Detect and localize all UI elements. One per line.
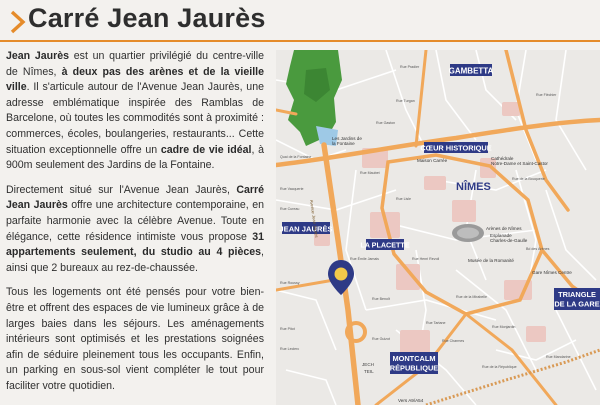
district-la-placette bbox=[360, 239, 409, 250]
district-label: CŒUR HISTORIQUE bbox=[420, 143, 492, 153]
chevron-right-icon bbox=[7, 9, 29, 35]
neighborhood-map bbox=[276, 50, 600, 405]
street-label: Rue Émile Jamais bbox=[350, 257, 379, 261]
street-label: Rue Cureau bbox=[280, 207, 300, 211]
poi-cathedrale-line1: Cathédrale bbox=[491, 156, 514, 161]
street-label: Rue Maubet bbox=[360, 171, 380, 175]
residence-location-pin bbox=[328, 260, 354, 295]
street-label: Rue Benoît bbox=[372, 297, 390, 301]
poi-vers-autoroute: Vers A9/A54 bbox=[398, 398, 424, 403]
street-label: Quai de la Fontaine bbox=[280, 155, 312, 159]
district-label: DE LA GARE bbox=[554, 299, 600, 309]
map-canvas bbox=[276, 50, 600, 405]
district-label: GAMBETTA bbox=[448, 66, 494, 76]
street-label: Rue Mandarine bbox=[546, 355, 571, 359]
paragraph-intro bbox=[6, 49, 264, 174]
district-label: JEAN JAURÈS bbox=[279, 224, 333, 234]
street-label: Rue Vacquerie bbox=[280, 187, 304, 191]
page-header bbox=[0, 0, 600, 42]
street-label: Rue Charmes bbox=[442, 339, 465, 343]
district-coeur-historique bbox=[420, 142, 491, 153]
street-label: Rue Pitot bbox=[280, 327, 295, 331]
street-label: Rue Roussy bbox=[280, 281, 300, 285]
street-label: Rue Pradier bbox=[400, 65, 420, 69]
district-label: TRIANGLE bbox=[558, 290, 596, 299]
street-label: Rue Fléchier bbox=[536, 93, 557, 97]
street-label: Rue Gaston bbox=[376, 121, 396, 125]
text-run: , ainsi que 2 bureaux au rez-de-chaussée. bbox=[6, 246, 264, 274]
poi-arenes: Arènes de Nîmes bbox=[486, 226, 522, 231]
street-label: JECH bbox=[362, 362, 374, 367]
street-label: Rue Turgan bbox=[396, 99, 415, 103]
paragraph-residence bbox=[6, 183, 264, 277]
street-label: Rue Guizot bbox=[372, 337, 390, 341]
header-divider bbox=[0, 40, 600, 42]
street-label: Rue Henri Revoil bbox=[412, 257, 440, 261]
district-jean-jaures bbox=[279, 222, 332, 234]
bold-run: cadre de vie idéal bbox=[160, 143, 252, 156]
poi-musee: Musée de la Romanité bbox=[468, 258, 514, 263]
district-label: LA PLACETTE bbox=[360, 240, 410, 250]
body-text bbox=[6, 49, 264, 403]
page-title: Carré Jean Jaurès bbox=[28, 3, 266, 33]
poi-gare: Gare Nîmes Centre bbox=[532, 270, 572, 275]
district-label: RÉPUBLIQUE bbox=[389, 363, 439, 373]
street-label: Rue Tartane bbox=[426, 321, 446, 325]
poi-maison-carree: Maison Carrée bbox=[417, 158, 448, 163]
street-label: Rue Monjardin bbox=[492, 325, 516, 329]
poi-cathedrale-line2: Notre-Dame et Saint-Castor bbox=[491, 161, 548, 166]
poi-esplanade-line1: Esplanade bbox=[490, 233, 512, 238]
street-label: Bd des Arènes bbox=[526, 247, 550, 251]
text-run: offre une architecture contemporaine, en parfaite harmonie avec la célèbre Avenue. Toute en élégance, cette résidence intimiste vous propose bbox=[6, 199, 264, 243]
text-run: est un quartier privilégié du centre-ville de Nîmes, bbox=[6, 50, 264, 78]
bold-run: Jean Jaurès bbox=[6, 50, 70, 62]
text-run: . Il s'articule autour de l'Avenue Jean Jaurès, une adresse emblématique inspirée des Ramblas de Barcelone, où toutes les commodités sont à proximité : commerces, écoles, boulangeries, restaurants... Cette situation exceptionnelle offre un bbox=[6, 81, 264, 156]
bold-run: Carré Jean Jaurès bbox=[6, 183, 264, 212]
district-montcalm-republique bbox=[390, 352, 439, 374]
district-label: MONTCALM bbox=[392, 354, 436, 363]
street-label: Rue de la Mirabelle bbox=[456, 295, 487, 299]
bold-run: à deux pas des arènes et de la vieille ville bbox=[6, 65, 264, 94]
poi-jardins-line1: Les Jardins de bbox=[332, 136, 362, 141]
street-label: Rue Leclerc bbox=[280, 347, 300, 351]
city-label-nimes: NÎMES bbox=[456, 181, 491, 193]
street-label-avenue: Avenue Jean Jaurès bbox=[309, 199, 320, 238]
text-run: Directement situé sur l'Avenue Jean Jaurès, bbox=[6, 183, 237, 196]
street-label: Rue de la République bbox=[482, 365, 517, 369]
paragraph-logements: Tous les logements ont été pensés pour votre bien-être et offrent des espaces de vie lumineux grâce à de larges baies dans les séjours. Les aménagements intérieurs sont optimisés et les prestations soignées afin de séduire pleinement tous les occupants. Enfin, un parking en sous-sol vient compléter le tout pour faciliter votre quotidien. bbox=[6, 286, 264, 392]
street-label: Rue de la Bouquerie bbox=[512, 177, 545, 181]
bold-run: 31 appartements seulement, du studio au 4 pièces bbox=[6, 230, 264, 259]
park-jardins-fontaine bbox=[286, 50, 342, 146]
text-run: , à 900m seulement des Jardins de la Fontaine. bbox=[6, 143, 264, 172]
district-triangle-gare bbox=[554, 288, 600, 310]
street-label: TEIL bbox=[364, 369, 374, 374]
street-label: Rue Lisle bbox=[396, 197, 411, 201]
poi-jardins-line2: la Fontaine bbox=[332, 141, 355, 146]
poi-esplanade-line2: Charles-de-Gaulle bbox=[490, 238, 528, 243]
district-gambetta bbox=[449, 64, 494, 76]
